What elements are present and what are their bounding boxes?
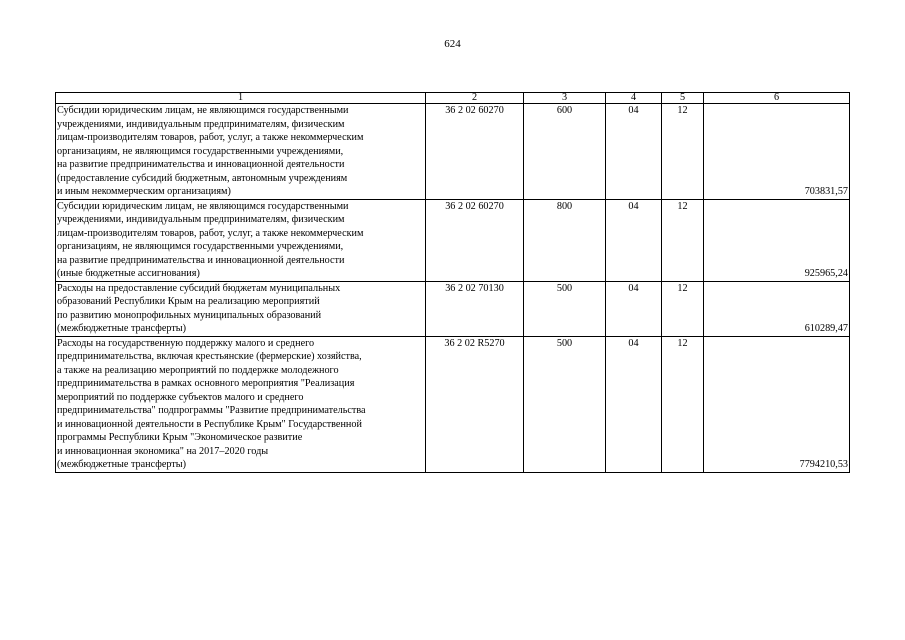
row-subsection: 12 <box>662 336 704 472</box>
description-line: (предоставление субсидий бюджетным, автономным учреждениям <box>57 172 348 184</box>
row-code: 36 2 02 60270 <box>426 104 524 200</box>
row-type: 500 <box>524 336 606 472</box>
row-amount: 610289,47 <box>704 281 850 336</box>
description-line: и инновационная экономика" на 2017–2020 годы <box>57 445 269 457</box>
description-line: (межбюджетные трансферты) <box>57 323 187 334</box>
description-line: а также на реализацию мероприятий по поддержке молодежного <box>57 364 339 376</box>
description-line: (иные бюджетные ассигнования) <box>57 268 200 279</box>
row-type: 800 <box>524 199 606 281</box>
row-section: 04 <box>606 104 662 200</box>
description-line: Расходы на государственную поддержку малого и среднего <box>57 337 315 349</box>
description-line: образований Республики Крым на реализацию мероприятий <box>57 296 320 307</box>
row-description <box>56 281 426 336</box>
row-description <box>56 104 426 200</box>
row-subsection: 12 <box>662 104 704 200</box>
header-cell: 6 <box>704 93 850 104</box>
description-line: учреждениями, индивидуальным предпринимателям, физическим <box>57 118 345 130</box>
description-line: организациям, не являющимся государственными учреждениями, <box>57 241 344 252</box>
row-section: 04 <box>606 199 662 281</box>
row-code: 36 2 02 R5270 <box>426 336 524 472</box>
description-line: предпринимательства, включая крестьянские (фермерские) хозяйства, <box>57 351 362 362</box>
description-line: предпринимательства в рамках основного мероприятия "Реализация <box>57 378 355 389</box>
description-line: и иным некоммерческим организациям) <box>57 186 231 197</box>
row-subsection: 12 <box>662 199 704 281</box>
description-line: лицам-производителям товаров, работ, услуг, а также некоммерческим <box>57 227 364 239</box>
row-amount: 925965,24 <box>704 199 850 281</box>
description-line: предпринимательства" подпрограммы "Развитие предпринимательства <box>57 405 366 416</box>
description-line: организациям, не являющимся государственными учреждениями, <box>57 145 344 157</box>
description-line: мероприятий по поддержке субъектов малого и среднего <box>57 391 304 403</box>
row-amount: 7794210,53 <box>704 336 850 472</box>
table-row <box>56 281 850 336</box>
header-cell: 1 <box>56 93 426 104</box>
description-line: Субсидии юридическим лицам, не являющимся государственными <box>57 105 349 116</box>
budget-table <box>55 92 850 473</box>
header-cell: 5 <box>662 93 704 104</box>
table-row <box>56 199 850 281</box>
header-cell: 4 <box>606 93 662 104</box>
row-section: 04 <box>606 336 662 472</box>
description-line: на развитие предпринимательства и инновационной деятельности <box>57 254 345 266</box>
description-line: по развитию монопрофильных муниципальных образований <box>57 309 322 321</box>
description-line: Расходы на предоставление субсидий бюджетам муниципальных <box>57 282 341 294</box>
description-line: на развитие предпринимательства и инновационной деятельности <box>57 159 345 170</box>
description-line: (межбюджетные трансферты) <box>57 459 187 470</box>
table-row <box>56 336 850 472</box>
row-amount: 703831,57 <box>704 104 850 200</box>
row-code: 36 2 02 60270 <box>426 199 524 281</box>
description-line: учреждениями, индивидуальным предпринимателям, физическим <box>57 214 345 225</box>
row-type: 600 <box>524 104 606 200</box>
description-line: Субсидии юридическим лицам, не являющимся государственными <box>57 200 349 212</box>
row-code: 36 2 02 70130 <box>426 281 524 336</box>
description-line: и инновационной деятельности в Республике Крым" Государственной <box>57 418 362 430</box>
header-cell: 3 <box>524 93 606 104</box>
row-description <box>56 336 426 472</box>
table-row <box>56 104 850 200</box>
description-line: лицам-производителям товаров, работ, услуг, а также некоммерческим <box>57 132 364 143</box>
row-description <box>56 199 426 281</box>
header-row <box>56 93 850 104</box>
row-section: 04 <box>606 281 662 336</box>
header-cell: 2 <box>426 93 524 104</box>
page-number: 624 <box>444 38 461 50</box>
row-type: 500 <box>524 281 606 336</box>
row-subsection: 12 <box>662 281 704 336</box>
description-line: программы Республики Крым "Экономическое развитие <box>57 432 303 443</box>
